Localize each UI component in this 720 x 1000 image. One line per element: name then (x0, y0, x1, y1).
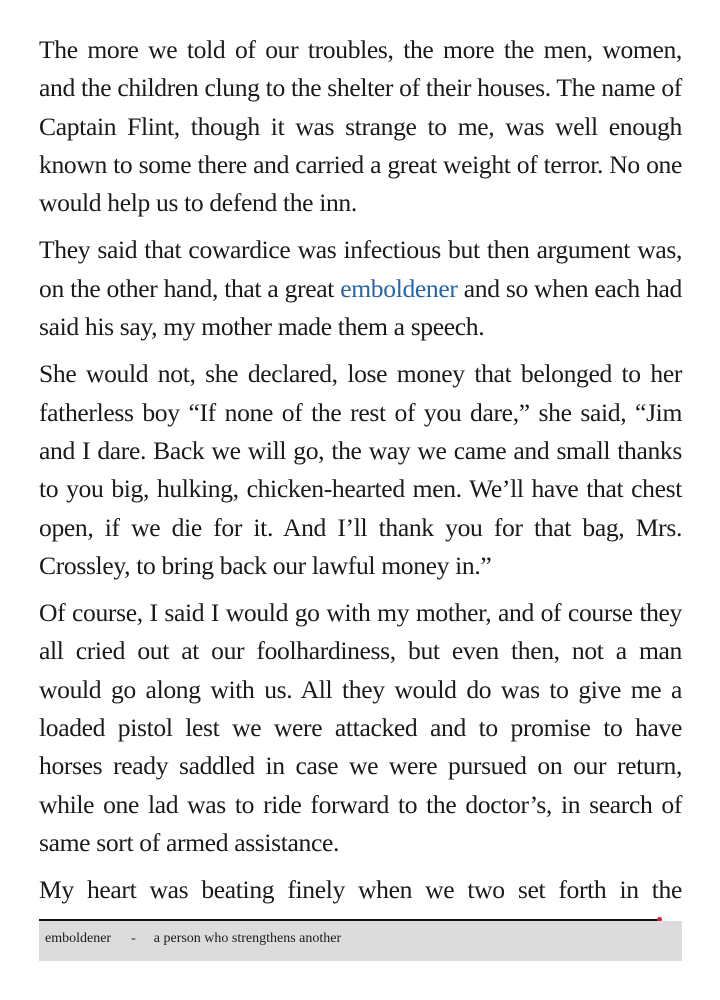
footnote-definition: a person who strengthens another (153, 931, 342, 946)
footnote-separator: - (131, 931, 136, 946)
paragraph-5: My heart was beating finely when we two set forth in the (39, 875, 682, 905)
body-text (39, 31, 682, 919)
paragraph-2-before: They said that cowardice was infectious but then argument was, on the other hand, that a great (39, 235, 682, 303)
paragraph-2 (39, 231, 682, 346)
paragraph-2-after: and so when each had said his say, my mother made them a speech. (39, 273, 682, 342)
paragraph-1: The more we told of our troubles, the more the men, women, and the children clung to the shelter of their houses. The name of Captain Flint, though it was strange to me, was well enough known to some there and carried a great weight of terror. No one would help us to defend the inn. (39, 35, 682, 218)
glossary-link-emboldener[interactable]: emboldener (340, 273, 458, 303)
paragraph-3: She would not, she declared, lose money that belonged to her fatherless boy “If none of the rest of you dare,” she said, “Jim and I dare. Back we will go, the way we came and small thanks to you big, hulking, chicken-hearted men. We’ll have that chest open, if we die for it. And I’ll thank you for that bag, Mrs. Crossley, to bring back our lawful money in.” (39, 359, 682, 580)
footnote-term: emboldener (45, 931, 112, 946)
footnote-entry (45, 931, 341, 947)
footnote-panel (39, 921, 682, 961)
paragraph-4: Of course, I said I would go with my mother, and of course they all cried out at our foolhardiness, but even then, not a man would go along with us. All they would do was to give me a loaded pistol lest we were attacked and to promise to have horses ready saddled in case we were pursued on our return, while one lad was to ride forward to the doctor’s, in search of same sort of armed assistance. (39, 598, 682, 857)
